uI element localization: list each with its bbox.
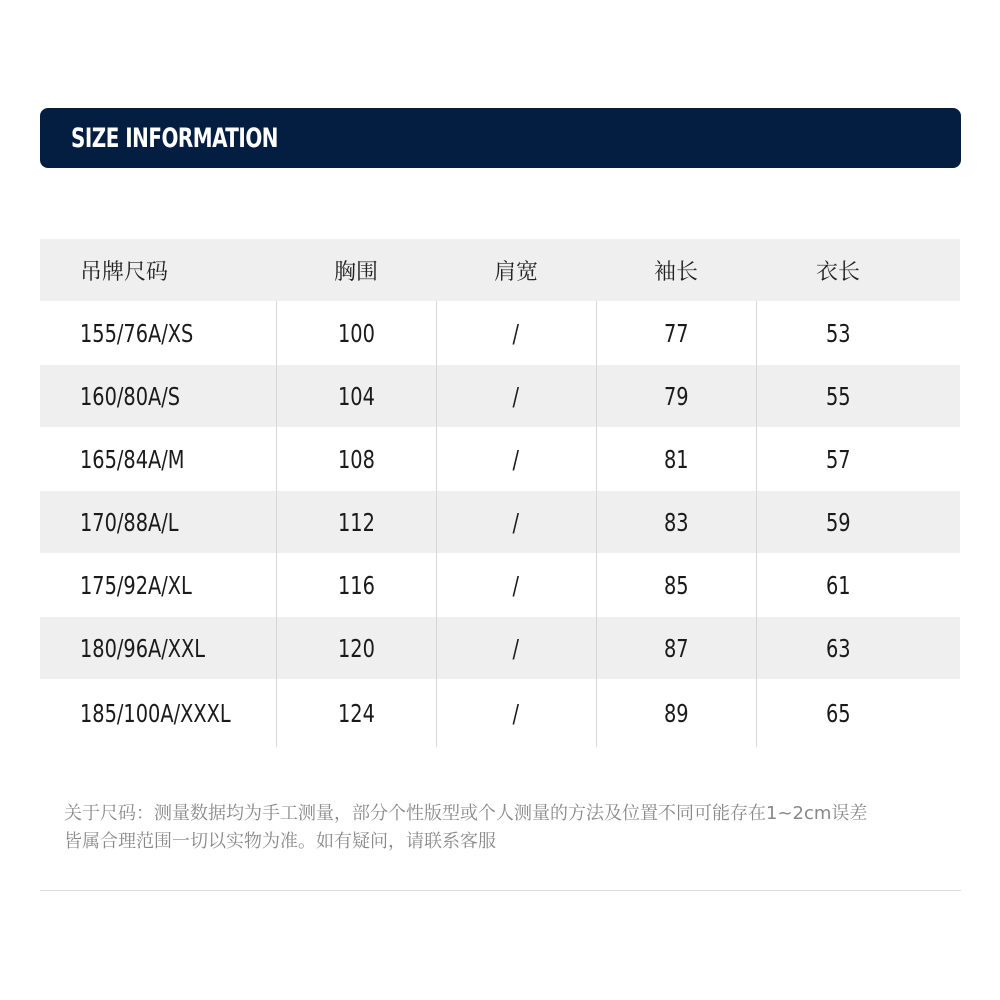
cell-size: 155/76A/XS bbox=[80, 318, 194, 348]
cell-shoulder: / bbox=[512, 318, 520, 348]
cell-shoulder: / bbox=[512, 507, 520, 537]
column-divider bbox=[276, 301, 277, 747]
cell-size: 165/84A/M bbox=[80, 444, 185, 474]
cell-shoulder: / bbox=[512, 633, 520, 663]
column-divider bbox=[436, 301, 437, 747]
table-row bbox=[40, 427, 960, 491]
cell-length: 59 bbox=[825, 507, 851, 537]
cell-length: 61 bbox=[825, 570, 851, 600]
cell-size: 170/88A/L bbox=[80, 507, 179, 537]
cell-sleeve: 85 bbox=[663, 570, 689, 600]
bottom-divider bbox=[40, 890, 961, 891]
table-row bbox=[40, 365, 960, 427]
cell-chest: 124 bbox=[337, 698, 375, 728]
cell-shoulder: / bbox=[512, 698, 520, 728]
cell-length: 63 bbox=[825, 633, 851, 663]
header-shoulder: 肩宽 bbox=[493, 259, 538, 285]
cell-sleeve: 87 bbox=[663, 633, 689, 663]
header-chest: 胸围 bbox=[333, 259, 378, 285]
cell-shoulder: / bbox=[512, 444, 520, 474]
cell-length: 55 bbox=[825, 381, 851, 411]
column-divider bbox=[756, 301, 757, 747]
cell-chest: 112 bbox=[337, 507, 375, 537]
cell-sleeve: 81 bbox=[663, 444, 689, 474]
table-row bbox=[40, 553, 960, 617]
table-row bbox=[40, 679, 960, 747]
header-sleeve: 袖长 bbox=[653, 259, 698, 285]
cell-chest: 116 bbox=[337, 570, 375, 600]
table-header-row bbox=[40, 239, 960, 301]
cell-size: 175/92A/XL bbox=[80, 570, 192, 600]
cell-sleeve: 83 bbox=[663, 507, 689, 537]
table-row bbox=[40, 301, 960, 365]
header-tag-size: 吊牌尺码 bbox=[80, 259, 169, 285]
cell-length: 53 bbox=[825, 318, 851, 348]
cell-sleeve: 77 bbox=[663, 318, 689, 348]
cell-sleeve: 89 bbox=[663, 698, 689, 728]
cell-shoulder: / bbox=[512, 570, 520, 600]
table-row bbox=[40, 617, 960, 679]
cell-chest: 104 bbox=[337, 381, 375, 411]
size-information-banner bbox=[40, 108, 961, 168]
cell-size: 185/100A/XXXL bbox=[80, 698, 231, 728]
cell-length: 65 bbox=[825, 698, 851, 728]
cell-chest: 108 bbox=[337, 444, 375, 474]
cell-shoulder: / bbox=[512, 381, 520, 411]
banner-title: SIZE INFORMATION bbox=[71, 122, 278, 154]
size-note-line: 皆属合理范围一切以实物为准。如有疑问，请联系客服 bbox=[64, 831, 496, 852]
size-table bbox=[40, 239, 960, 747]
header-length: 衣长 bbox=[815, 259, 860, 285]
cell-length: 57 bbox=[825, 444, 851, 474]
size-note bbox=[64, 800, 964, 856]
cell-sleeve: 79 bbox=[663, 381, 689, 411]
cell-size: 160/80A/S bbox=[80, 381, 181, 411]
table-row bbox=[40, 491, 960, 553]
column-divider bbox=[596, 301, 597, 747]
cell-chest: 100 bbox=[337, 318, 375, 348]
cell-size: 180/96A/XXL bbox=[80, 633, 206, 663]
cell-chest: 120 bbox=[337, 633, 375, 663]
size-note-line: 关于尺码：测量数据均为手工测量，部分个性版型或个人测量的方法及位置不同可能存在1~2cm误差 bbox=[64, 803, 868, 824]
